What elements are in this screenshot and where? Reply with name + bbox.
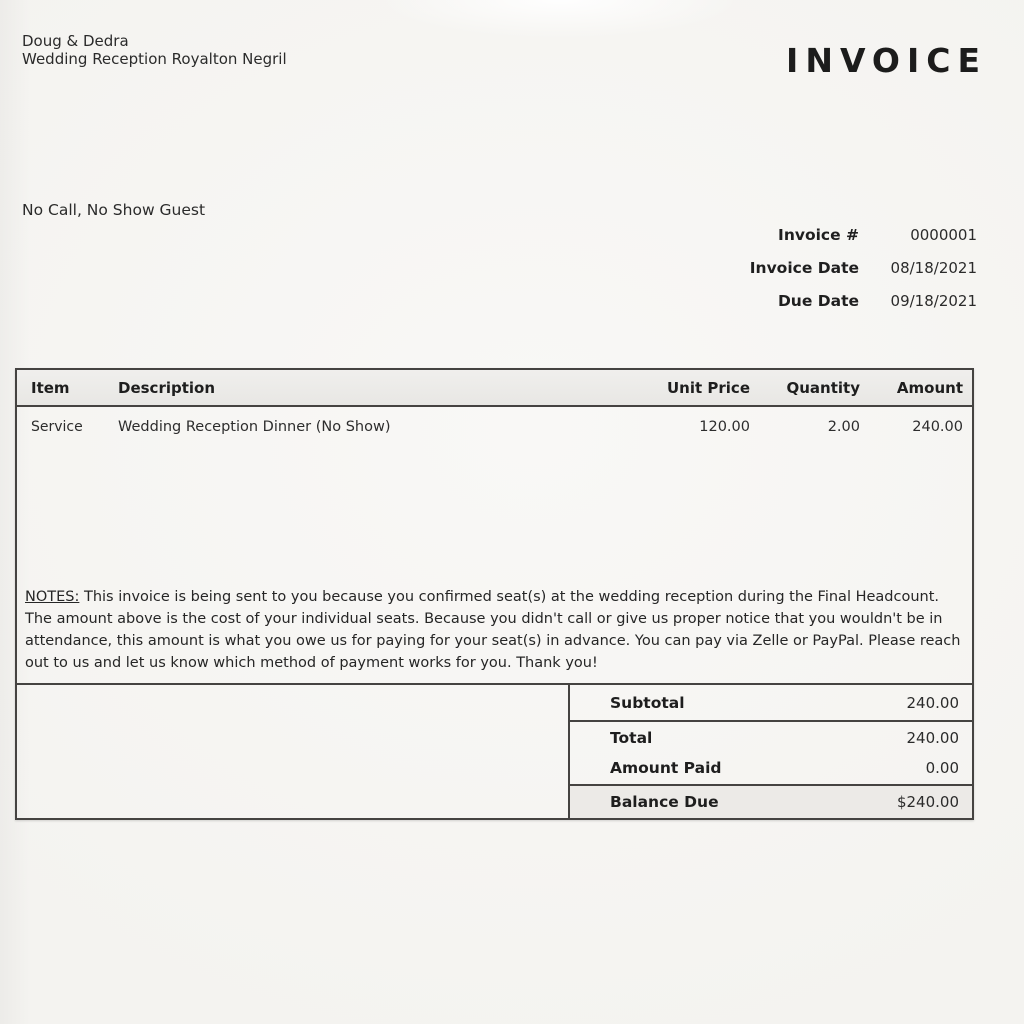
invoice-number-row xyxy=(750,226,977,244)
items-table-header xyxy=(17,370,972,407)
description-cell: Wedding Reception Dinner (No Show) xyxy=(118,419,391,435)
totals-box xyxy=(570,685,972,818)
notes-label: NOTES: xyxy=(25,589,80,605)
amount-paid-row xyxy=(570,755,972,781)
unit-price-cell: 120.00 xyxy=(699,419,750,435)
due-date-row xyxy=(750,292,977,310)
sender-block xyxy=(22,33,287,68)
totals-section xyxy=(15,683,974,820)
invoice-number-label: Invoice # xyxy=(778,226,859,244)
total-group xyxy=(570,722,972,786)
total-value: 240.00 xyxy=(906,729,959,747)
balance-due-label: Balance Due xyxy=(610,793,719,811)
invoice-number-value: 0000001 xyxy=(910,226,977,244)
sender-name: Doug & Dedra xyxy=(22,32,129,50)
subtotal-label: Subtotal xyxy=(610,693,685,712)
column-header-quantity: Quantity xyxy=(786,378,860,397)
items-table xyxy=(15,368,974,820)
balance-due-value: $240.00 xyxy=(896,793,959,811)
column-header-item: Item xyxy=(31,378,70,397)
invoice-date-value: 08/18/2021 xyxy=(890,259,977,277)
invoice-title: INVOICE xyxy=(786,41,987,80)
notes-text: This invoice is being sent to you because you confirmed seat(s) at the wedding reception during the Final Headcount. The amount above is the cost of your individual seats. Because you didn't call or give us proper notice that you wouldn't be in attendance, this amount is what you owe us for paying for your seat(s) in advance. You can pay via Zelle or PayPal. Please reach out to us and let us know which method of payment works for you. Thank you! xyxy=(25,589,961,671)
amount-cell: 240.00 xyxy=(912,419,963,435)
item-cell: Service xyxy=(31,419,83,435)
invoice-meta xyxy=(750,226,977,325)
total-row xyxy=(570,725,972,751)
invoice-date-row xyxy=(750,259,977,277)
total-label: Total xyxy=(610,729,653,747)
invoice-date-label: Invoice Date xyxy=(749,259,859,277)
totals-left-spacer xyxy=(17,685,570,818)
due-date-value: 09/18/2021 xyxy=(890,292,977,310)
quantity-cell: 2.00 xyxy=(827,419,860,435)
subtotal-value: 240.00 xyxy=(906,693,959,712)
due-date-label: Due Date xyxy=(777,292,859,310)
bill-to-name: No Call, No Show Guest xyxy=(22,201,206,219)
column-header-description: Description xyxy=(118,378,216,397)
table-row xyxy=(17,407,972,435)
amount-paid-label: Amount Paid xyxy=(610,759,722,777)
column-header-unit-price: Unit Price xyxy=(667,378,750,397)
subtotal-row xyxy=(570,685,972,722)
notes-paragraph xyxy=(25,586,964,674)
column-header-amount: Amount xyxy=(896,378,963,397)
balance-due-row xyxy=(570,786,972,818)
sender-detail: Wedding Reception Royalton Negril xyxy=(22,49,287,68)
amount-paid-value: 0.00 xyxy=(925,759,959,777)
